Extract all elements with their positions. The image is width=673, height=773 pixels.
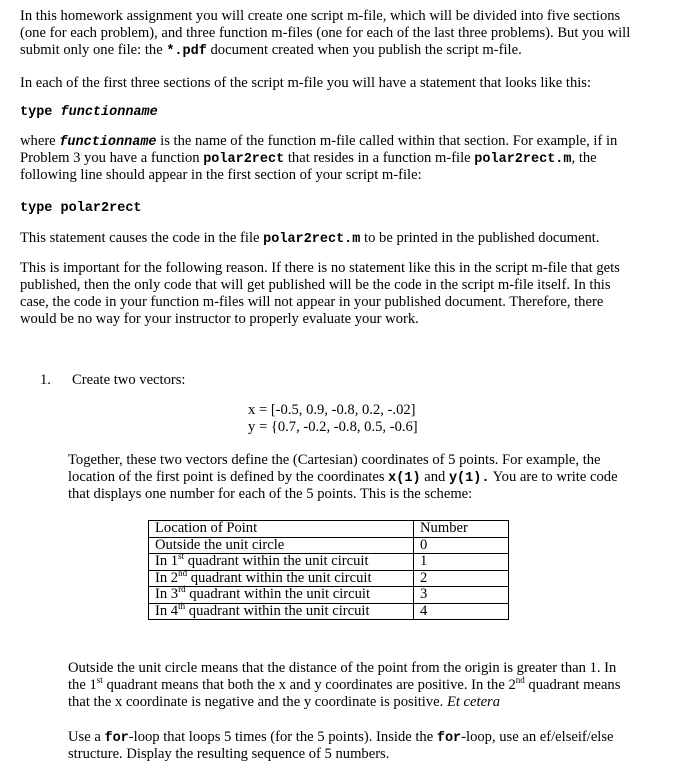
table-row <box>149 537 509 554</box>
header-cell: Number <box>414 521 509 538</box>
location-cell <box>149 584 414 604</box>
number-cell: 1 <box>414 554 509 571</box>
text: In 2 <box>155 569 179 586</box>
intro-line: In this homework assignment you will create one script m-file, which will be divided into five sections <box>20 8 621 24</box>
paragraph-line <box>68 729 614 747</box>
text: , the <box>571 150 597 166</box>
code: polar2rect.m <box>263 232 361 247</box>
code: for <box>104 731 129 746</box>
header-cell: Location of Point <box>149 521 414 538</box>
ordinal: nd <box>178 567 188 578</box>
code: y(1). <box>448 471 490 486</box>
intro-line <box>20 42 522 60</box>
table-row <box>149 603 509 620</box>
code: for <box>436 731 462 746</box>
intro-line: (one for each problem), and three function m-files (one for each of the last three problems). But you will <box>20 25 631 41</box>
text: quadrant means <box>524 677 621 693</box>
code: x(1) <box>388 471 421 486</box>
ordinal: th <box>178 600 186 611</box>
location-cell <box>149 600 414 620</box>
location-cell <box>149 567 414 587</box>
text: is the name of the function m-file called within that section. For example, if in <box>156 133 618 149</box>
location-cell <box>149 551 414 571</box>
number-cell: 4 <box>414 603 509 620</box>
table-header-row <box>149 521 509 538</box>
code-italic: functionname <box>60 105 158 120</box>
text: In 4 <box>155 602 179 619</box>
text: Outside the unit circle <box>155 536 285 553</box>
table-row <box>149 554 509 571</box>
text: quadrant within the unit circuit <box>187 569 372 586</box>
text: that resides in a function m-file <box>284 150 475 166</box>
text: quadrant means that both the x and y coordinates are positive. In the 2 <box>102 677 516 693</box>
text: quadrant within the unit circuit <box>184 553 369 569</box>
text: to be printed in the published document. <box>360 230 600 246</box>
italic-text: Et cetera <box>446 694 501 710</box>
paragraph: In each of the first three sections of the script m-file you will have a statement that looks like this: <box>20 75 592 91</box>
text: quadrant within the unit circuit <box>185 586 371 602</box>
problem-title: Create two vectors: <box>72 372 186 388</box>
text: In 3 <box>155 586 179 602</box>
paragraph-line <box>68 469 618 487</box>
code-italic: functionname <box>59 135 157 150</box>
text: This statement causes the code in the file <box>20 230 264 246</box>
text: location of the first point is defined by the coordinates <box>68 469 389 485</box>
text: where <box>20 133 60 149</box>
paragraph-line <box>20 230 600 248</box>
paragraph-line: Outside the unit circle means that the distance of the point from the origin is greater than 1. In <box>68 660 617 676</box>
problem-number: 1. <box>40 372 51 388</box>
paragraph-line <box>68 694 500 711</box>
paragraph-line <box>20 150 597 168</box>
table-row <box>149 570 509 587</box>
paragraph-line: case, the code in your function m-files will not appear in your published document. Therefore, there <box>20 294 604 310</box>
text: You are to write code <box>489 469 618 485</box>
text: Use a <box>68 729 105 745</box>
number-cell: 0 <box>414 537 509 554</box>
number-cell: 2 <box>414 570 509 587</box>
code: type <box>20 105 61 120</box>
location-cell <box>149 537 414 554</box>
text: In 1 <box>155 553 179 569</box>
paragraph-line: Together, these two vectors define the (Cartesian) coordinates of 5 points. For example, the <box>68 452 601 468</box>
text: -loop, use an ef/elseif/else <box>461 729 614 745</box>
number-cell: 3 <box>414 587 509 604</box>
paragraph-line: structure. Display the resulting sequence of 5 numbers. <box>68 746 390 762</box>
scheme-table <box>148 520 509 620</box>
table-row <box>149 587 509 604</box>
paragraph-line <box>20 133 617 151</box>
code-line: type polar2rect <box>20 201 142 216</box>
ordinal: nd <box>515 675 525 686</box>
ordinal: st <box>178 551 185 562</box>
text: and <box>420 469 449 485</box>
vector-y: y = {0.7, -0.2, -0.8, 0.5, -0.6] <box>248 419 418 435</box>
ordinal: st <box>96 675 103 686</box>
code-line <box>20 103 158 121</box>
text: document created when you publish the script m-file. <box>206 42 522 58</box>
text: that the x coordinate is negative and the y coordinate is positive. <box>68 694 447 710</box>
text: quadrant within the unit circuit <box>185 602 370 619</box>
text: submit only one file: the <box>20 42 167 58</box>
paragraph-line: would be no way for your instructor to properly evaluate your work. <box>20 311 419 327</box>
paragraph-line: that displays one number for each of the 5 points. This is the scheme: <box>68 486 473 502</box>
paragraph-line: This is important for the following reason. If there is no statement like this in the script m-file that gets <box>20 260 620 276</box>
text: -loop that loops 5 times (for the 5 points). Inside the <box>128 729 437 745</box>
vector-x: x = [-0.5, 0.9, -0.8, 0.2, -.02] <box>248 402 416 418</box>
code-pdf: *.pdf <box>166 44 207 59</box>
paragraph-line <box>68 677 620 694</box>
ordinal: rd <box>178 584 186 595</box>
paragraph-line: published, then the only code that will get published will be the code in the script m-file itself. In this <box>20 277 611 293</box>
text: the 1 <box>68 677 97 693</box>
code: polar2rect.m <box>474 152 572 167</box>
paragraph-line: following line should appear in the first section of your script m-file: <box>20 167 422 183</box>
text: Problem 3 you have a function <box>20 150 204 166</box>
code: polar2rect <box>203 152 285 167</box>
